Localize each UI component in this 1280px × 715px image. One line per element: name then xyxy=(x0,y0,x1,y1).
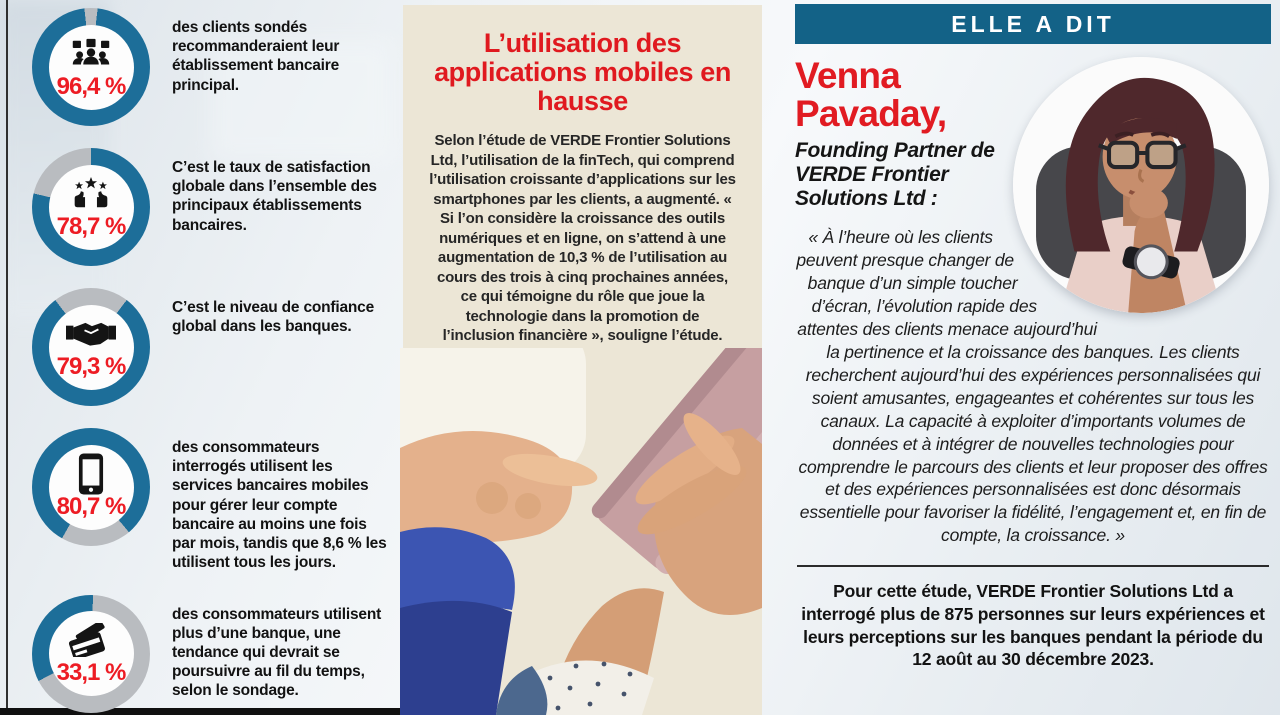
stats-column xyxy=(32,8,404,715)
mobile-icon xyxy=(78,456,104,492)
page-left-border xyxy=(6,0,8,709)
portrait-float xyxy=(1013,57,1271,321)
handshake-icon xyxy=(66,316,116,352)
satisfaction-icon xyxy=(69,176,113,212)
stat-donut-center xyxy=(49,165,134,250)
stat-item xyxy=(32,428,404,573)
stat-donut-chart xyxy=(32,428,150,546)
person-name: Venna Pavaday, xyxy=(795,55,947,134)
article-title: L’utilisation des applications mobiles en hausse xyxy=(434,28,731,117)
stat-donut-center xyxy=(49,611,134,696)
stat-value: 96,4 % xyxy=(56,72,126,100)
stat-donut-center xyxy=(49,25,134,110)
stat-value: 33,1 % xyxy=(56,659,126,687)
divider-line xyxy=(797,565,1269,567)
stat-item xyxy=(32,148,404,266)
stat-donut-chart xyxy=(32,595,150,713)
article-body: Selon l’étude de VERDE Frontier Solutions Ltd, l’utilisation de la finTech, qui comprend l’utilisation croissante d’applications sur les smartphones par les clients, a augmenté. « Si l’on considère la croissance des outils numériques et en ligne, on s’attend à une augmentation de 10,3 % de l’utilisation au cours des trois à cinq prochaines années, ce qui témoigne du rôle que joue la technologie dans la promotion de l’inclusion financière », souligne l’étude. xyxy=(429,132,736,345)
portrait-photo xyxy=(1013,57,1269,313)
stat-value: 79,3 % xyxy=(56,352,126,380)
quote-column xyxy=(795,4,1271,671)
stat-description: des consommateurs utilisent plus d’une banque, une tendance qui devrait se poursuivre au fil du temps, selon le sondage. xyxy=(172,605,382,700)
stat-donut-center xyxy=(49,445,134,530)
portrait-illustration xyxy=(1013,57,1269,313)
quote-text: « À l’heure où les clients peuvent presque changer de banque d’un simple toucher d’écran, l’évolution rapide des attentes des clients menace aujourd’hui la pertinence et la croissance des banques. Les clients recherchent aujourd’hui des expériences personnalisées qui soient amusantes, engageantes et cohérentes sur tous les canaux. La capacité à exploiter d’importants volumes de données et à intégrer de nouvelles technologies pour comprendre le parcours des clients et leur proposer des offres et des expériences personnalisées est donc désormais essentielle pour favoriser la fidélité, l’engagement et, en fin de compte, la croissance. » xyxy=(796,227,1268,546)
person-role: Founding Partner de VERDE Frontier Solutions Ltd : xyxy=(795,139,995,211)
section-header-bar: ELLE A DIT xyxy=(795,4,1271,44)
stat-description: C’est le taux de satisfaction globale dans l’ensemble des principaux établissements bancaires. xyxy=(172,159,377,234)
stat-donut-chart xyxy=(32,8,150,126)
stat-item xyxy=(32,288,404,406)
quote-area xyxy=(795,57,1271,547)
stat-item xyxy=(32,8,404,126)
stat-value: 80,7 % xyxy=(56,492,126,520)
hands-phone-illustration xyxy=(400,348,762,715)
hands-phone-photo xyxy=(400,348,762,715)
stat-description: C’est le niveau de confiance global dans les banques. xyxy=(172,299,375,336)
stat-donut-chart xyxy=(32,148,150,266)
stat-description: des consommateurs interrogés utilisent les services bancaires mobiles pour gérer leur compte bancaire au moins une fois par mois, tandis que 8,6 % les utilisent tous les jours. xyxy=(172,439,387,572)
cards-icon xyxy=(68,622,114,658)
stat-value: 78,7 % xyxy=(56,212,126,240)
stat-description: des clients sondés recommanderaient leur établissement bancaire principal. xyxy=(172,19,340,94)
study-footnote: Pour cette étude, VERDE Frontier Solutions Ltd a interrogé plus de 875 personnes sur leurs expériences et leurs perceptions sur les banques pendant la période du 12 août au 30 décembre 2023. xyxy=(801,581,1265,670)
stat-donut-chart xyxy=(32,288,150,406)
stat-donut-center xyxy=(49,305,134,390)
audience-icon xyxy=(69,36,113,72)
stat-item xyxy=(32,595,404,713)
